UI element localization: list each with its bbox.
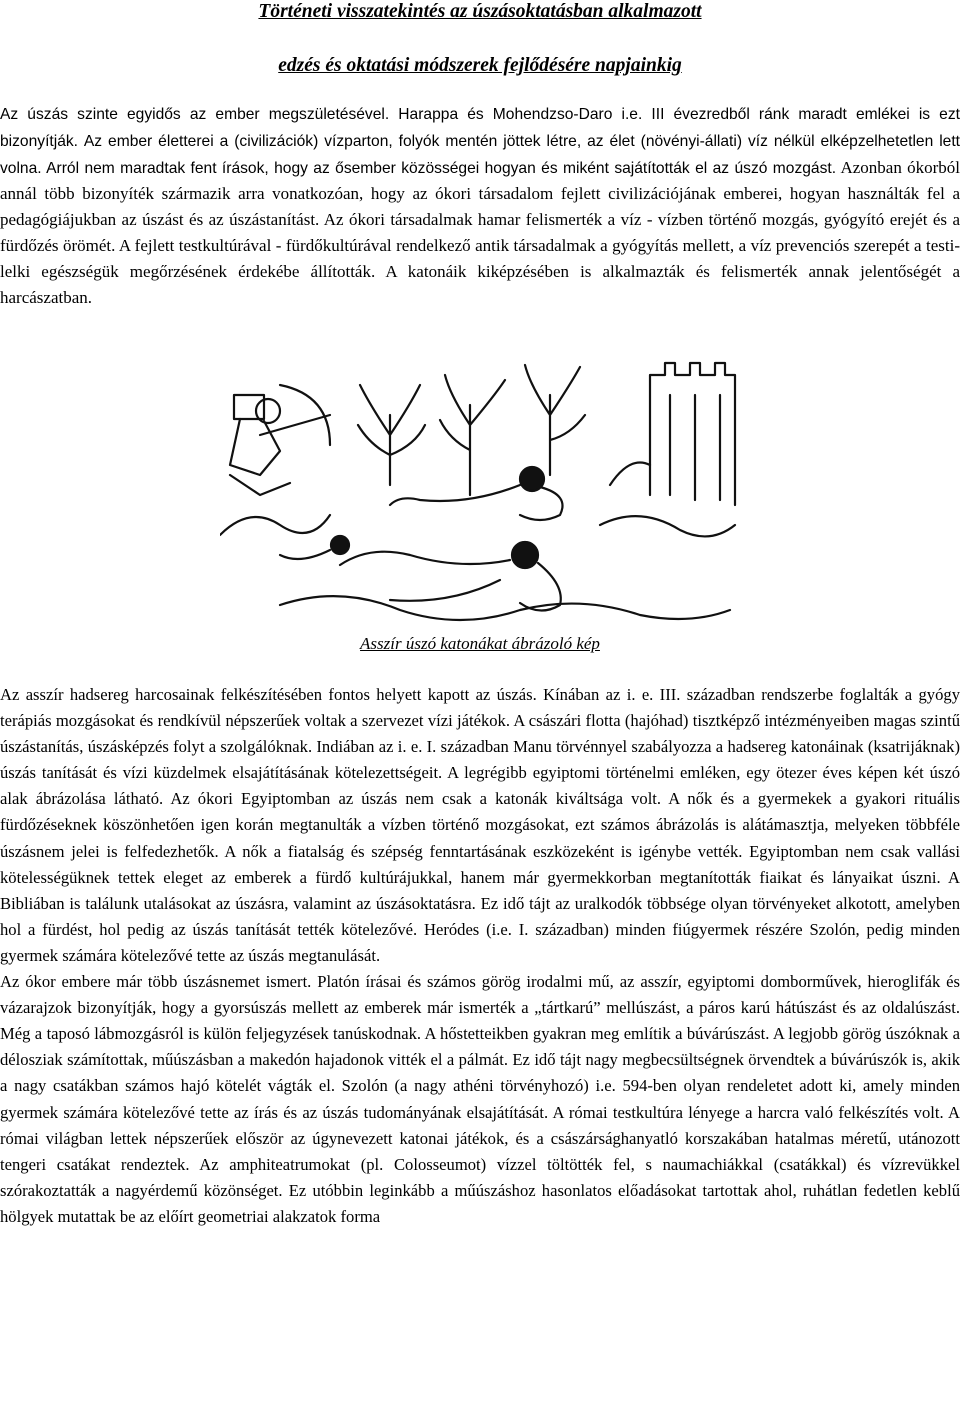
intro-sentence-3: Azonban ókorból annál több bizonyíték származik arra vonatkozóan, hogy az ókori társadalom fejlett civilizációjának emberei, hogyan használták fel a pedagógiájukban az úszást és az úszástanítást. Az ókori társadalmak hamar felismerték a víz - vízben történő mozgás, gyógyító erejét és a fürdőzés örömét. A fejlett testkultúrával - fürdőkultúrával rendelkező antik társadalmak a gyógyítás mellett, a víz prevenciós szerepét a testi-lelki egészségük megőrzésének érdekébe állították. A katonáik kiképzésében is alkalmazták és felismerték annak jelentőségét a harcászatban. bbox=[0, 157, 960, 307]
assyrian-swimmers-icon bbox=[220, 355, 740, 633]
assyrian-swimmers-drawing bbox=[220, 355, 740, 633]
fortress bbox=[650, 363, 735, 505]
tree-2 bbox=[440, 375, 505, 495]
tree-3 bbox=[525, 365, 585, 475]
document-title-line-2: edzés és oktatási módszerek fejlődésére napjainkig bbox=[278, 55, 682, 76]
body-paragraph-1: Az asszír hadsereg harcosainak felkészítésében fontos helyett kapott az úszás. Kínában az i. e. III. században rendszerbe foglalták a gyógy terápiás mozgásokat és rendkívül népszerűek voltak a szervezet vízi játékok. A császári flotta (hajóhad) tisztképző intézményeiben magas szintű úszástanítás, úszásképzés folyt a szolgálóknak. Indiában az i. e. I. században Manu törvénnyel szabályozza a hadsereg katonáinak (ksatrijáknak) úszás tanítását és vízi küzdelmek elsajátításának kötelezettségeit. A legrégibb egyiptomi történelmi emléken, egy ötezer éves képen két úszó alak ábrázolása látható. Az ókori Egyiptomban az úszás nem csak a katonák kiváltsága volt. A nők és a gyermekek a gyakori rituális fürdőzéseknek köszönhetően igen korán megtanulták a vízben történő mozgásokat, ezt számos ábrázolás is alátámasztja, melyeken többféle úszásnem jelei is felfedezhetők. A nők a fiatalság és szépség fenntartásának eszközeként is igénybe vették. Egyiptomban nem csak vallási kötelességüknek tettek eleget az emberek a fürdő kultúrájukkal, hanem már gyermekkorban megtanították fiaikat és lányaikat úszni. A Bibliában is találunk utalásokat az úszásra, valamint az úszásoktatásra. Ez idő tájt az uralkodók többsége olyan törvényeket alkotott, amelyben hol a fürdést, hol pedig az úszás tanítását tették kötelezővé. Heródes (i.e. I. században) minden fiúgyermek részére Szolón, pedig minden gyermek számára kötelezővé tette az úszás megtanulását. bbox=[0, 685, 960, 965]
document-title-line-1: Történeti visszatekintés az úszásoktatásban alkalmazott bbox=[258, 1, 702, 22]
archer-helmets bbox=[234, 395, 264, 419]
intro-paragraph bbox=[0, 101, 960, 310]
body-paragraph-2: Az ókor embere már több úszásnemet ismert. Platón írásai és számos görög irodalmi mű, az asszír, egyiptomi domborművek, hieroglifák és vázarajzok bizonyítják, hogy a gyorsúszás mellett az emberek már ismerték a „tártkarú” mellúszást, a páros karú hátúszást és az oldalúszást. Még a taposó lábmozgásról is külön feljegyzések tanúskodnak. A hőstetteikben gyakran meg említik a búvárúszást. A legjobb görög úszóknak a délosziak számítottak, műúszásban a makedón hajadonok vitték el a pálmát. Ez idő tájt nagy megbecsültségnek örvendtek a búvárúszók is, akik a nagy csatákban számos hajó kötelét vágták el. Szolón (a nagy athéni törvényhozó) i.e. 594-ben olyan rendeletet adott ki, amely minden gyermek számára kötelezővé tette az írás és az úszás tudományának elsajátítását. A római testkultúra lényege a harcra való felkészítés volt. A római világban lettek népszerűek először az úgynevezett katonai játékok, és a császársághanyatló korszakában hatalmas méretű, utánozott tengeri csatákat rendeztek. Az amphiteatrumokat (pl. Colosseumot) vízzel töltötték fel, s naumachiákkal (csatákkal) és vízrevükkel szórakoztatták a nagyérdemű közönséget. Ez utóbbin leginkább a műúszáshoz hasonlatos előadásokat tartottak ahol, ruhátlan fedetlen keblű hölgyek mutattak be az előírt geometriai alakzatok forma bbox=[0, 972, 960, 1226]
swimmer-2-head bbox=[512, 542, 538, 568]
body-text bbox=[0, 682, 960, 1230]
tree-1 bbox=[358, 385, 425, 485]
intro-sentence-2: Az ember életterei a (civilizációk) vízparton, folyók mentén jöttek létre, az élet (növényi-állati) víz nélkül elképzelhetetlen lett volna. Arról nem maradtak fent írások, hogy az ősember közösségei hogyan és miként sajátították el az úszó mozgást. bbox=[0, 132, 960, 177]
figure-caption: Asszír úszó katonákat ábrázoló kép bbox=[360, 634, 600, 653]
intro-sentence-1: Az úszás szinte egyidős az ember megszületésével. Harappa és Mohendzso-Daro i.e. III évezredből ránk maradt emlékei is ezt bizonyítják. bbox=[0, 106, 960, 150]
